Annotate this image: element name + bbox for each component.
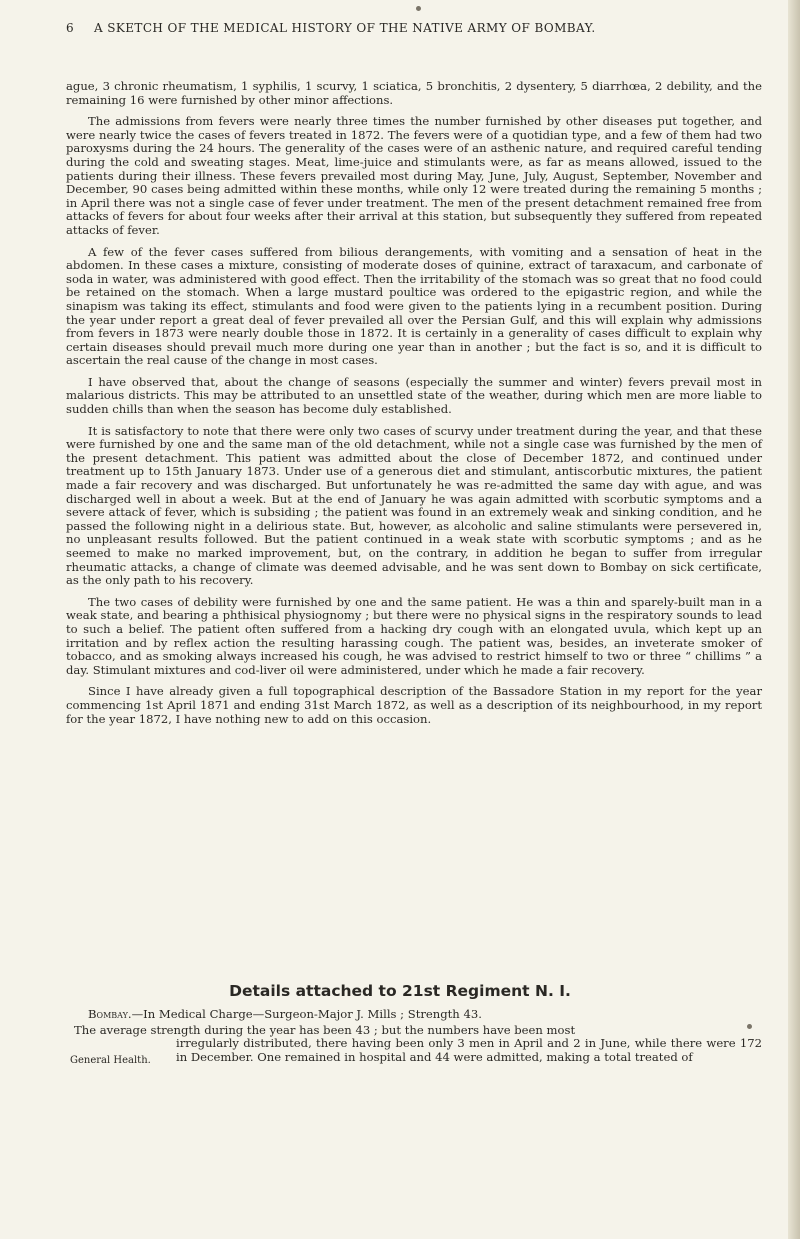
body-text [66,80,762,734]
margin-note: General Health. [70,1054,151,1066]
average-strength-rest: irregularly distributed, there having been only 3 men in April and 2 in June, while there were 172 in December. One remained in hospital and 44 were admitted, making a total treated of [176,1036,762,1064]
details-section [66,1008,762,1064]
bombay-label: Bombay. [88,1007,132,1021]
section-heading: Details attached to 21st Regiment N. I. [229,982,571,1000]
paragraph: The admissions from fevers were nearly three times the number furnished by other diseases put together, and were nearly twice the cases of fevers treated in 1872. The fevers were of a quotidian type, and a few of them had two paroxysms during the 24 hours. The generality of the cases were of an asthenic nature, and required careful tending during the cold and sweating stages. Meat, lime-juice and stimulants were, as far as means allowed, issued to the patients during their illness. These fevers prevailed most during May, June, July, August, September, November and December, 90 cases being admitted within these months, while only 12 were treated during the remaining 5 months ; in April there was not a single case of fever under treatment. The men of the present detachment remained free from attacks of fevers for about four weeks after their arrival at this station, but subsequently they suffered from repeated attacks of fever. [66,114,762,237]
page-edge-shadow [788,0,800,1239]
bombay-line [88,1008,762,1022]
paragraph: The two cases of debility were furnished by one and the same patient. He was a thin and sparely-built man in a weak state, and bearing a phthisical physiognomy ; but there were no physical signs in the respiratory sounds to lead to such a belief. The patient often suffered from a hacking dry cough with an elongated uvula, which kept up an irritation and by reflex action the resulting harassing cough. The patient was, besides, an inveterate smoker of tobacco, and as smoking always increased his cough, he was advised to restrict himself to two or three “ chillims ” a day. Stimulant mixtures and cod-liver oil were administered, under which he made a fair recovery. [66,594,762,677]
average-strength-first-line: The average strength during the year has been 43 ; but the numbers have been most [74,1022,576,1037]
page-number: 6 [66,21,74,35]
running-title: A SKETCH OF THE MEDICAL HISTORY OF THE NATIVE ARMY OF BOMBAY. [94,21,596,35]
paragraph: I have observed that, about the change of seasons (especially the summer and winter) fevers prevail most in malarious districts. This may be attributed to an unsettled state of the weather, during which men are more liable to sudden chills than when the season has become duly established. [66,374,762,417]
average-strength-block [66,1024,762,1065]
paragraph: ague, 3 chronic rheumatism, 1 syphilis, 1 scurvy, 1 sciatica, 5 bronchitis, 2 dysentery, 5 diarrhœa, 2 debility, and the remaining 16 were furnished by other minor affections. [66,79,762,107]
page-header [66,21,766,45]
bombay-text: —In Medical Charge—Surgeon-Major J. Mills ; Strength 43. [131,1007,482,1021]
paragraph: A few of the fever cases suffered from bilious derangements, with vomiting and a sensation of heat in the abdomen. In these cases a mixture, consisting of moderate doses of quinine, extract of taraxacum, and carbonate of soda in water, was administered with good effect. Then the irritability of the stomach was so great that no food could be retained on the stomach. When a large mustard poultice was ordered to the epigastric region, and while the sinapism was taking its effect, stimulants and food were given to the patients lying in a recumbent position. During the year under report a great deal of fever prevailed all over the Persian Gulf, and this will explain why admissions from fevers in 1873 were nearly double those in 1872. It is certainly in a generality of cases difficult to explain why certain diseases should prevail much more during one year than in another ; but the fact is so, and it is difficult to ascertain the real cause of the change in most cases. [66,244,762,368]
paragraph: Since I have already given a full topographical description of the Bassadore Station in my report for the year commencing 1st April 1871 and ending 31st March 1872, as well as a description of its neighbourhood, in my report for the year 1872, I have nothing new to add on this occasion. [66,684,762,726]
ink-speck [416,6,421,11]
paragraph: It is satisfactory to note that there were only two cases of scurvy under treatment during the year, and that these were furnished by one and the same man of the old detachment, while not a single case was furnished by the men of the present detachment. This patient was admitted about the close of December 1872, and continued under treatment up to 15th January 1873. Under use of a generous diet and stimulant, antiscorbutic mixtures, the patient made a fair recovery and was discharged. But unfortunately he was re-admitted the same day with ague, and was discharged well in about a week. But at the end of January he was again admitted with scorbutic symptoms and a severe attack of fever, which is subsiding ; the patient was found in an extremely weak and sinking condition, and he passed the following night in a delirious state. But, however, as alcoholic and saline stimulants were persevered in, no unpleasant results followed. But the patient continued in a weak state with scorbutic symptoms ; and as he seemed to make no marked improvement, but, on the contrary, in addition he began to suffer from irregular rheumatic attacks, a change of climate was deemed advisable, and he was sent down to Bombay on sick certificate, as the only path to his recovery. [66,423,762,588]
